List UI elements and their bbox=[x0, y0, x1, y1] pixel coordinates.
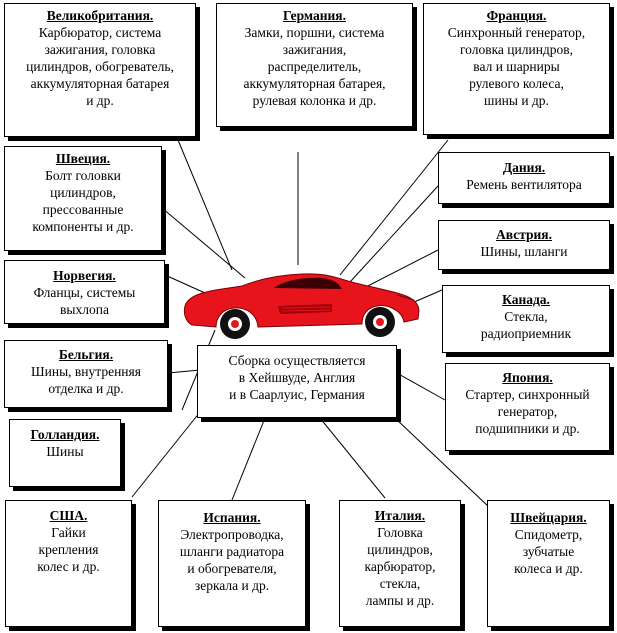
country-name: США. bbox=[49, 508, 88, 523]
country-parts: Стартер, синхронный генератор, подшипники и др. bbox=[465, 387, 590, 436]
country-box-usa bbox=[5, 500, 132, 627]
country-name: Швейцария. bbox=[510, 510, 587, 525]
country-parts: Спидометр, зубчатые колеса и др. bbox=[514, 527, 583, 576]
country-box-belgium bbox=[4, 340, 168, 408]
country-box-netherlands bbox=[9, 419, 121, 487]
country-box-uk bbox=[4, 3, 196, 137]
country-parts: Шины bbox=[46, 444, 84, 459]
country-parts: Замки, поршни, система зажигания, распределитель, аккумуляторная батарея, рулевая колонка и др. bbox=[243, 25, 386, 108]
country-name: Швеция. bbox=[55, 151, 111, 166]
country-parts: Карбюратор, система зажигания, головка цилиндров, обогреватель, аккумуляторная батарея и др. bbox=[26, 25, 174, 108]
country-name: Испания. bbox=[203, 510, 261, 525]
country-box-japan bbox=[445, 363, 610, 451]
country-box-austria bbox=[438, 220, 610, 270]
assembly-center-box bbox=[197, 345, 397, 418]
country-name: Япония. bbox=[502, 370, 553, 385]
car-illustration bbox=[182, 272, 422, 342]
country-name: Голландия. bbox=[30, 427, 100, 442]
country-name: Италия. bbox=[374, 508, 426, 523]
country-name: Австрия. bbox=[496, 227, 552, 242]
country-parts: Фланцы, системы выхлопа bbox=[33, 285, 136, 317]
country-parts: Электропроводка, шланги радиатора и обогревателя, зеркала и др. bbox=[179, 527, 285, 593]
country-parts: Головка цилиндров, карбюратор, стекла, лампы и др. bbox=[364, 525, 436, 608]
country-parts: Ремень вентилятора bbox=[466, 177, 582, 192]
country-box-sweden bbox=[4, 146, 162, 251]
country-name: Канада. bbox=[502, 292, 550, 307]
country-box-switzerland bbox=[487, 500, 610, 627]
country-box-italy bbox=[339, 500, 461, 627]
country-name: Бельгия. bbox=[58, 347, 114, 362]
country-box-norway bbox=[4, 260, 165, 324]
country-parts: Шины, шланги bbox=[480, 244, 568, 259]
country-name: Дания. bbox=[502, 160, 546, 175]
country-box-germany bbox=[216, 3, 413, 127]
country-box-spain bbox=[158, 500, 306, 627]
country-name: Великобритания. bbox=[46, 8, 154, 23]
country-name: Норвегия. bbox=[53, 268, 116, 283]
country-name: Франция. bbox=[486, 8, 547, 23]
country-name: Германия. bbox=[283, 8, 346, 23]
country-box-denmark bbox=[438, 152, 610, 204]
assembly-text: Сборка осуществляется в Хейшвуде, Англия и в Саарлуис, Германия bbox=[228, 353, 366, 402]
country-parts: Синхронный генератор, головка цилиндров, вал и шарниры рулевого колеса, шины и др. bbox=[447, 25, 586, 108]
country-parts: Стекла, радиоприемник bbox=[480, 309, 572, 341]
country-parts: Шины, внутренняя отделка и др. bbox=[31, 364, 141, 396]
country-box-canada bbox=[442, 285, 610, 353]
country-parts: Болт головки цилиндров, прессованные компоненты и др. bbox=[32, 168, 134, 234]
country-parts: Гайки крепления колес и др. bbox=[37, 525, 100, 574]
country-box-france bbox=[423, 3, 610, 135]
